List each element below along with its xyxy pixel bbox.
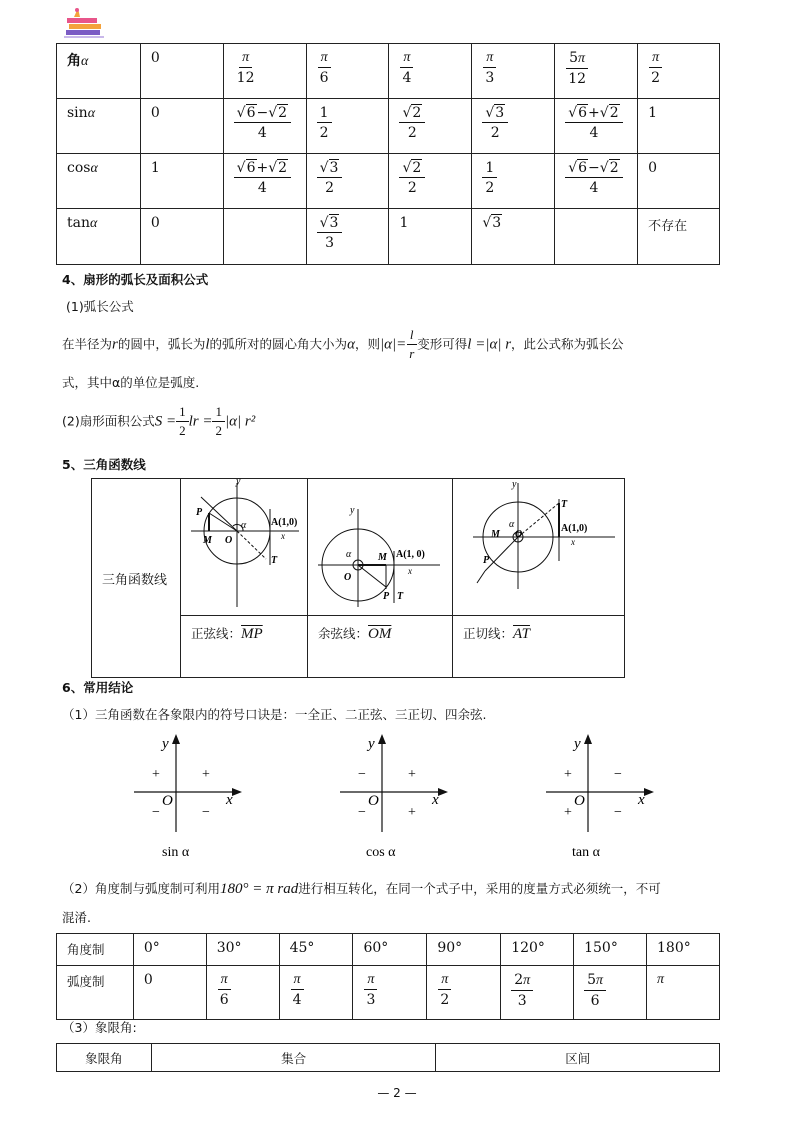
degree-radian-paragraph-2: 混淆. xyxy=(62,910,91,925)
fig2-A: A(1, 0) xyxy=(396,549,425,560)
sign-graph-sin xyxy=(130,728,250,863)
q-col-interval: 区间 xyxy=(436,1044,720,1072)
fig1-x: x xyxy=(281,531,285,541)
degree-radian-table xyxy=(56,933,720,1020)
sin-pi-2: 1 xyxy=(638,99,720,154)
tan-pi-6: $\frac{√3}{3}$ xyxy=(306,209,389,265)
tan-0: 0 xyxy=(140,209,223,265)
svg-text:y: y xyxy=(574,736,581,752)
sign-graph-cos xyxy=(336,728,456,863)
fig1-y: y xyxy=(236,479,241,487)
tan-pi-3: √3 xyxy=(472,209,555,265)
fig3-alpha: α xyxy=(509,519,515,530)
angle-0: 0 xyxy=(140,44,223,99)
arc-length-paragraph: 在半径为r的圆中，弧长为l的弧所对的圆心角大小为α，则|α|= $\frac{l}{r}$ 变形可得l =|α| r，此公式称为弧长公 xyxy=(62,327,624,361)
cos-0: 1 xyxy=(140,154,223,209)
deg-60: 60° xyxy=(353,934,427,966)
sine-line-label: 正弦线：$\overline{MP}$ xyxy=(181,616,308,678)
tangent-line-diagram xyxy=(453,479,624,611)
svg-text:x: x xyxy=(432,792,439,808)
fig2-M: M xyxy=(378,552,387,563)
rad-pi-6: $\frac{\pi}{6}$ xyxy=(206,966,279,1020)
sin-0: 0 xyxy=(140,99,223,154)
trig-lines-table xyxy=(91,478,625,678)
fig1-T: T xyxy=(271,555,278,566)
cosine-line-figure xyxy=(308,479,453,616)
quadrant-angle-heading: （3）象限角: xyxy=(62,1020,137,1035)
fig3-T: T xyxy=(561,499,568,510)
fig3-y: y xyxy=(512,479,517,490)
section4-sub1: (1)弧长公式 xyxy=(66,299,134,314)
tan-q2-sign: + xyxy=(564,767,572,782)
arc-length-paragraph-2: 式，其中α的单位是弧度. xyxy=(62,375,200,390)
tan-q4-sign: − xyxy=(614,805,622,820)
cos-pi-2: 0 xyxy=(638,154,720,209)
fig2-y: y xyxy=(350,505,355,516)
fig1-alpha: α xyxy=(241,520,247,531)
svg-text:y: y xyxy=(162,736,169,752)
quadrant-sign-rule: （1）三角函数在各象限内的符号口诀是：一全正、二正弦、三正切、四余弦. xyxy=(62,707,487,722)
tan-5pi-12 xyxy=(555,209,638,265)
deg-180: 180° xyxy=(647,934,720,966)
svg-text:x: x xyxy=(638,792,645,808)
row-label-sin: sinα xyxy=(57,99,141,154)
cos-q3-sign: − xyxy=(358,805,366,820)
fig2-T: T xyxy=(397,591,404,602)
logo-books-icon xyxy=(62,6,108,40)
row-label-tan: tanα xyxy=(57,209,141,265)
deg-45: 45° xyxy=(279,934,353,966)
tan-caption: tan α xyxy=(572,845,600,860)
tan-pi-2: 不存在 xyxy=(638,209,720,265)
fig1-A: A(1,0) xyxy=(271,517,298,528)
rad-pi-2: $\frac{\pi}{2}$ xyxy=(427,966,501,1020)
angle-pi-6: $\frac{\pi}{6}$ xyxy=(306,44,389,99)
rad-pi: π xyxy=(647,966,720,1020)
tan-q3-sign: + xyxy=(564,805,572,820)
cos-pi-6: $\frac{√3}{2}$ xyxy=(306,154,389,209)
quadrant-angle-table xyxy=(56,1043,720,1072)
tan-q1-sign: − xyxy=(614,767,622,782)
sin-q4-sign: − xyxy=(202,805,210,820)
cos-q1-sign: + xyxy=(408,767,416,782)
fig3-M: M xyxy=(491,529,500,540)
angle-5pi-12: $\frac{5\pi}{12}$ xyxy=(555,44,638,99)
fig2-x: x xyxy=(408,566,412,576)
sin-q1-sign: + xyxy=(202,767,210,782)
fig3-P: P xyxy=(483,555,490,566)
deg-30: 30° xyxy=(206,934,279,966)
deg-0: 0° xyxy=(133,934,206,966)
fig2-alpha: α xyxy=(346,549,352,560)
svg-text:O: O xyxy=(368,793,379,809)
deg-120: 120° xyxy=(501,934,574,966)
sector-area-formula: (2)扇形面积公式S = $\frac{1}{2}$ lr = $\frac{1}{2}$ |α| r² xyxy=(62,404,256,438)
rad-0: 0 xyxy=(133,966,206,1020)
degree-radian-paragraph: （2）角度制与弧度制可利用180° = π rad进行相互转化，在同一个式子中，采用的度量方式必须统一，不可 xyxy=(62,881,661,897)
rad-pi-4: $\frac{\pi}{4}$ xyxy=(279,966,353,1020)
fig3-A: A(1,0) xyxy=(561,523,588,534)
cos-caption: cos α xyxy=(366,845,396,860)
cos-q4-sign: + xyxy=(408,805,416,820)
angle-pi-4: $\frac{\pi}{4}$ xyxy=(389,44,472,99)
rad-5pi-6: $\frac{5\pi}{6}$ xyxy=(574,966,647,1020)
fig1-O: O xyxy=(225,535,233,546)
sin-pi-6: $\frac{1}{2}$ xyxy=(306,99,389,154)
cos-pi-12: $\frac{√6+√2}{4}$ xyxy=(223,154,306,209)
svg-text:O: O xyxy=(574,793,585,809)
deg-label: 角度制 xyxy=(57,934,134,966)
trig-values-table xyxy=(56,43,720,265)
fig3-x: x xyxy=(571,537,575,547)
cos-pi-3: $\frac{1}{2}$ xyxy=(472,154,555,209)
svg-text:x: x xyxy=(226,792,233,808)
sin-pi-12: $\frac{√6-√2}{4}$ xyxy=(223,99,306,154)
section6-heading: 6、常用结论 xyxy=(62,680,134,695)
trig-lines-row-label: 三角函数线 xyxy=(92,479,181,678)
fig1-M: M xyxy=(203,535,212,546)
fig3-O: O xyxy=(515,529,523,540)
q-col-quadrant: 象限角 xyxy=(57,1044,152,1072)
cosine-line-diagram xyxy=(308,479,452,611)
angle-pi-3: $\frac{\pi}{3}$ xyxy=(472,44,555,99)
svg-text:O: O xyxy=(162,793,173,809)
sign-graph-tan xyxy=(542,728,662,863)
sin-q3-sign: − xyxy=(152,805,160,820)
tangent-line-figure xyxy=(453,479,625,616)
sine-line-diagram xyxy=(181,479,307,611)
fig1-P: P xyxy=(196,507,203,518)
sin-pi-3: $\frac{√3}{2}$ xyxy=(472,99,555,154)
q-col-set: 集合 xyxy=(151,1044,436,1072)
sin-caption: sin α xyxy=(162,845,190,860)
rad-label: 弧度制 xyxy=(57,966,134,1020)
deg-150: 150° xyxy=(574,934,647,966)
page-number: — 2 — xyxy=(377,1086,417,1100)
deg-90: 90° xyxy=(427,934,501,966)
cos-pi-4: $\frac{√2}{2}$ xyxy=(389,154,472,209)
cos-5pi-12: $\frac{√6-√2}{4}$ xyxy=(555,154,638,209)
section5-heading: 5、三角函数线 xyxy=(62,457,146,472)
sin-5pi-12: $\frac{√6+√2}{4}$ xyxy=(555,99,638,154)
sine-line-figure xyxy=(181,479,308,616)
angle-pi-2: $\frac{\pi}{2}$ xyxy=(638,44,720,99)
tan-pi-4: 1 xyxy=(389,209,472,265)
fig2-O: O xyxy=(344,572,352,583)
sin-q2-sign: + xyxy=(152,767,160,782)
sin-pi-4: $\frac{√2}{2}$ xyxy=(389,99,472,154)
rad-pi-3: $\frac{\pi}{3}$ xyxy=(353,966,427,1020)
cos-q2-sign: − xyxy=(358,767,366,782)
row-label-angle: 角α xyxy=(57,44,141,99)
row-label-cos: cosα xyxy=(57,154,141,209)
fig2-P: P xyxy=(383,591,390,602)
svg-text:y: y xyxy=(368,736,375,752)
tan-pi-12 xyxy=(223,209,306,265)
cosine-line-label: 余弦线：$\overline{OM}$ xyxy=(308,616,453,678)
angle-pi-12: $\frac{\pi}{12}$ xyxy=(223,44,306,99)
section4-heading: 4、扇形的弧长及面积公式 xyxy=(62,272,209,287)
tangent-line-label: 正切线：$\overline{AT}$ xyxy=(453,616,625,678)
rad-2pi-3: $\frac{2\pi}{3}$ xyxy=(501,966,574,1020)
